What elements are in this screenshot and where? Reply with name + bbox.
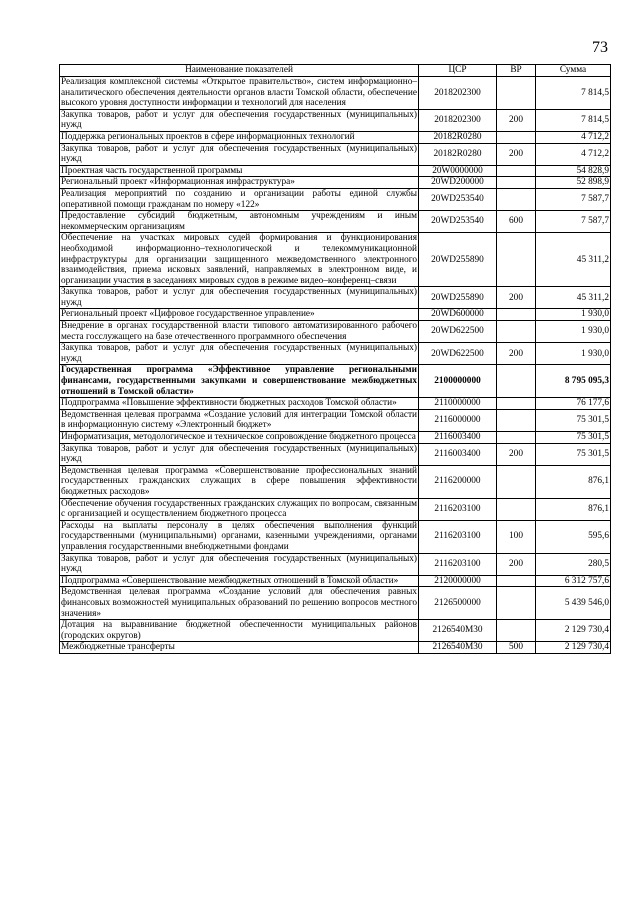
cell-name: Реализация мероприятий по созданию и организации работы единой службы оперативной помощи гражданам по номеру «122» bbox=[61, 188, 417, 210]
cell-name: Межбюджетные трансферты bbox=[60, 642, 419, 654]
cell-csr: 2116203100 bbox=[419, 553, 497, 575]
cell-csr: 20182R0280 bbox=[419, 131, 497, 143]
cell-vr bbox=[497, 77, 536, 110]
cell-csr: 2126500000 bbox=[419, 587, 497, 620]
cell-name: Расходы на выплаты персоналу в целях обеспечения выполнения функций государственными (муниципальными) органами, казенными учреждениями, органами управления государственными внебюджетными фондами bbox=[61, 520, 417, 552]
cell-sum: 54 828,9 bbox=[536, 165, 611, 177]
cell-vr bbox=[497, 131, 536, 143]
cell-vr: 500 bbox=[497, 642, 536, 654]
table-row bbox=[60, 642, 611, 654]
cell-vr bbox=[497, 365, 536, 398]
cell-csr: 2120000000 bbox=[419, 575, 497, 587]
cell-csr: 2116003400 bbox=[419, 443, 497, 465]
table-body bbox=[60, 77, 611, 654]
cell-vr bbox=[497, 409, 536, 431]
cell-sum: 75 301,5 bbox=[536, 432, 611, 444]
table-row bbox=[60, 365, 611, 398]
table-row bbox=[60, 520, 611, 553]
cell-csr: 20WD200000 bbox=[419, 177, 497, 189]
cell-vr bbox=[497, 465, 536, 498]
cell-name: Предоставление субсидий бюджетным, автономным учреждениям и иным некоммерческим организациям bbox=[61, 211, 417, 232]
cell-csr: 2110000000 bbox=[419, 398, 497, 410]
header-sum: Сумма bbox=[536, 65, 611, 77]
cell-name: Обеспечение обучения государственных гражданских служащих по вопросам, связанным с организацией и осуществлением бюджетного процесса bbox=[61, 498, 418, 520]
cell-sum: 7 587,7 bbox=[536, 211, 611, 233]
cell-vr bbox=[497, 587, 536, 620]
cell-csr: 20WD255890 bbox=[419, 287, 497, 309]
cell-name: Региональный проект «Информационная инфраструктура» bbox=[60, 177, 419, 189]
cell-name: Дотация на выравнивание бюджетной обеспеченности муниципальных районов (городских округов) bbox=[61, 620, 417, 641]
cell-sum: 52 898,9 bbox=[536, 177, 611, 189]
cell-sum: 45 311,2 bbox=[536, 233, 611, 287]
table-row bbox=[60, 165, 611, 177]
cell-sum: 4 712,2 bbox=[536, 131, 611, 143]
cell-vr: 200 bbox=[497, 109, 536, 131]
cell-vr bbox=[497, 188, 536, 210]
table-row bbox=[60, 309, 611, 321]
table-row bbox=[60, 343, 611, 365]
cell-csr: 20WD600000 bbox=[419, 309, 497, 321]
cell-vr bbox=[497, 321, 536, 343]
header-csr: ЦСР bbox=[419, 65, 497, 77]
table-row bbox=[60, 498, 611, 520]
cell-name: Подпрограмма «Совершенствование межбюджетных отношений в Томской области» bbox=[60, 575, 419, 587]
cell-csr: 2116200000 bbox=[419, 465, 497, 498]
cell-csr: 20WD622500 bbox=[419, 321, 497, 343]
cell-name: Подпрограмма «Повышение эффективности бюджетных расходов Томской области» bbox=[60, 398, 419, 410]
table-row bbox=[60, 398, 611, 410]
cell-vr bbox=[497, 309, 536, 321]
cell-vr bbox=[497, 398, 536, 410]
cell-csr: 2116203100 bbox=[419, 498, 497, 520]
cell-name: Государственная программа «Эффективное управление региональными финансами, государственными закупками и совершенствование межбюджетных отношений в Томской области» bbox=[61, 365, 417, 397]
cell-sum: 7 587,7 bbox=[536, 188, 611, 210]
cell-sum: 280,5 bbox=[536, 553, 611, 575]
table-row bbox=[60, 143, 611, 165]
cell-sum: 876,1 bbox=[536, 465, 611, 498]
table-row bbox=[60, 443, 611, 465]
cell-csr: 20WD622500 bbox=[419, 343, 497, 365]
cell-sum: 1 930,0 bbox=[536, 309, 611, 321]
cell-name: Проектная часть государственной программы bbox=[60, 165, 419, 177]
header-vr: ВР bbox=[497, 65, 536, 77]
cell-vr bbox=[497, 177, 536, 189]
table-row bbox=[60, 211, 611, 233]
cell-csr: 20WD253540 bbox=[419, 188, 497, 210]
cell-csr: 20WD253540 bbox=[419, 211, 497, 233]
cell-name: Ведомственная целевая программа «Совершенствование профессиональных знаний государственных гражданских служащих в сфере повышения эффективности бюджетных расходов» bbox=[61, 465, 417, 497]
table-row bbox=[60, 553, 611, 575]
cell-name: Региональный проект «Цифровое государственное управление» bbox=[60, 309, 419, 321]
cell-vr: 200 bbox=[497, 143, 536, 165]
cell-vr bbox=[497, 575, 536, 587]
cell-csr: 2116000000 bbox=[419, 409, 497, 431]
table-row bbox=[60, 131, 611, 143]
cell-sum: 76 177,6 bbox=[536, 398, 611, 410]
cell-name: Ведомственная целевая программа «Создание условий для интеграции Томской области в информационную систему «Электронный бюджет» bbox=[61, 409, 417, 431]
cell-sum: 45 311,2 bbox=[536, 287, 611, 309]
cell-csr: 2116003400 bbox=[419, 432, 497, 444]
cell-csr: 2100000000 bbox=[419, 365, 497, 398]
cell-name: Внедрение в органах государственной власти типового автоматизированного рабочего места госслужащего на базе отечественного программного обеспечения bbox=[61, 321, 417, 342]
cell-sum: 6 312 757,6 bbox=[536, 575, 611, 587]
cell-name: Реализация комплексной системы «Открытое правительство», систем информационно–аналитического обеспечения деятельности органов власти Томской области, обеспечение высокого уровня доступности информации и технологий для населения bbox=[61, 77, 417, 109]
cell-name: Поддержка региональных проектов в сфере информационных технологий bbox=[60, 131, 419, 143]
header-name: Наименование показателей bbox=[60, 65, 419, 77]
table-row bbox=[60, 77, 611, 110]
table-row bbox=[60, 321, 611, 343]
cell-sum: 876,1 bbox=[536, 498, 611, 520]
cell-vr: 200 bbox=[497, 553, 536, 575]
cell-sum: 1 930,0 bbox=[536, 343, 611, 365]
cell-sum: 5 439 546,0 bbox=[536, 587, 611, 620]
cell-sum: 2 129 730,4 bbox=[536, 620, 611, 642]
cell-sum: 4 712,2 bbox=[536, 143, 611, 165]
cell-vr: 200 bbox=[497, 287, 536, 309]
table-row bbox=[60, 409, 611, 431]
table-row bbox=[60, 587, 611, 620]
cell-vr: 200 bbox=[497, 343, 536, 365]
cell-csr: 2126540М30 bbox=[419, 642, 497, 654]
cell-vr bbox=[497, 498, 536, 520]
cell-name: Закупка товаров, работ и услуг для обеспечения государственных (муниципальных) нужд bbox=[61, 343, 417, 364]
cell-name: Закупка товаров, работ и услуг для обеспечения государственных (муниципальных) нужд bbox=[61, 287, 417, 308]
cell-sum: 7 814,5 bbox=[536, 109, 611, 131]
budget-table bbox=[59, 64, 611, 654]
cell-vr: 600 bbox=[497, 211, 536, 233]
table-row bbox=[60, 188, 611, 210]
cell-name: Закупка товаров, работ и услуг для обеспечения государственных (муниципальных) нужд bbox=[61, 553, 417, 575]
page-number: 73 bbox=[592, 39, 608, 56]
table-row bbox=[60, 432, 611, 444]
cell-csr: 20182R0280 bbox=[419, 143, 497, 165]
cell-sum: 1 930,0 bbox=[536, 321, 611, 343]
cell-vr bbox=[497, 620, 536, 642]
cell-name: Ведомственная целевая программа «Создание условий для обеспечения равных финансовых возможностей муниципальных образований по решению вопросов местного значения» bbox=[61, 587, 417, 619]
cell-csr: 2018202300 bbox=[419, 77, 497, 110]
cell-vr bbox=[497, 165, 536, 177]
cell-csr: 20W0000000 bbox=[419, 165, 497, 177]
cell-vr: 200 bbox=[497, 443, 536, 465]
cell-sum: 595,6 bbox=[536, 520, 611, 553]
cell-sum: 2 129 730,4 bbox=[536, 642, 611, 654]
cell-csr: 2126540М30 bbox=[419, 620, 497, 642]
cell-name: Закупка товаров, работ и услуг для обеспечения государственных (муниципальных) нужд bbox=[61, 443, 417, 465]
cell-vr bbox=[497, 432, 536, 444]
table-row bbox=[60, 575, 611, 587]
cell-vr: 100 bbox=[497, 520, 536, 553]
table-row bbox=[60, 233, 611, 287]
cell-sum: 7 814,5 bbox=[536, 77, 611, 110]
cell-csr: 2116203100 bbox=[419, 520, 497, 553]
cell-csr: 2018202300 bbox=[419, 109, 497, 131]
cell-sum: 8 795 095,3 bbox=[536, 365, 611, 398]
cell-vr bbox=[497, 233, 536, 287]
cell-sum: 75 301,5 bbox=[536, 409, 611, 431]
table-row bbox=[60, 620, 611, 642]
table-row bbox=[60, 465, 611, 498]
table-row bbox=[60, 287, 611, 309]
table-row bbox=[60, 109, 611, 131]
cell-sum: 75 301,5 bbox=[536, 443, 611, 465]
cell-csr: 20WD255890 bbox=[419, 233, 497, 287]
cell-name: Закупка товаров, работ и услуг для обеспечения государственных (муниципальных) нужд bbox=[61, 143, 417, 165]
cell-name: Информатизация, методологическое и техническое сопровождение бюджетного процесса bbox=[60, 432, 419, 444]
cell-name: Обеспечение на участках мировых судей формирования и функционирования необходимой информационно–технологической и телекоммуникационной инфраструктуры для организации защищенного межведомственного электронного взаимодействия, приема исковых заявлений, направляемых в электронном виде, и организации участия в заседаниях мировых судов в режиме видео–конференц–связи bbox=[61, 233, 417, 286]
table-row bbox=[60, 177, 611, 189]
cell-name: Закупка товаров, работ и услуг для обеспечения государственных (муниципальных) нужд bbox=[61, 109, 417, 131]
table-header-row bbox=[60, 65, 611, 77]
